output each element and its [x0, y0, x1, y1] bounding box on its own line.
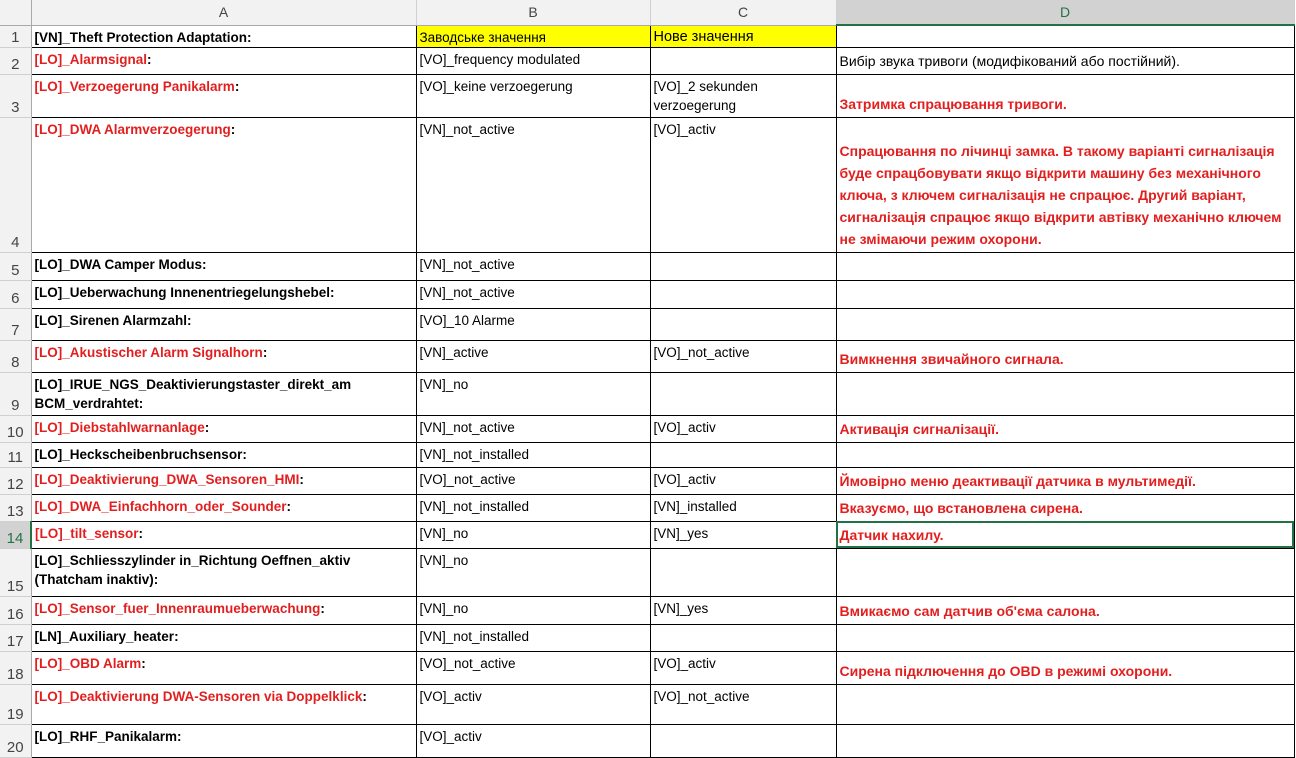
cell-b[interactable]: [VN]_no — [416, 548, 650, 596]
cell-a[interactable] — [31, 308, 416, 340]
cell-b[interactable]: [VO]_activ — [416, 684, 650, 724]
table-row — [0, 47, 1294, 74]
row-header[interactable]: 18 — [0, 651, 31, 684]
cell-a-suffix: : — [234, 78, 240, 94]
row-header[interactable]: 19 — [0, 684, 31, 724]
cell-b[interactable]: [VN]_not_active — [416, 280, 650, 308]
cell-a-suffix: : — [141, 655, 146, 671]
cell-c[interactable] — [650, 624, 836, 651]
cell-a-suffix: : — [153, 571, 159, 587]
cell-a[interactable] — [31, 74, 416, 117]
table-row — [0, 74, 1294, 117]
row-header[interactable]: 17 — [0, 624, 31, 651]
cell-d[interactable] — [836, 372, 1294, 415]
row-header[interactable]: 9 — [0, 372, 31, 415]
table-row — [0, 624, 1294, 651]
cell-b[interactable]: [VO]_activ — [416, 724, 650, 757]
cell-a-prefix: [LO]_ — [35, 525, 71, 541]
row-header[interactable]: 1 — [0, 25, 31, 47]
cell-a-prefix: [LO]_ — [34, 284, 70, 300]
cell-c[interactable]: [VO]_activ — [650, 415, 836, 442]
cell-c[interactable] — [650, 308, 836, 340]
cell-c[interactable] — [650, 548, 836, 596]
cell-a-main: Alarmsignal — [69, 51, 148, 67]
cell-a[interactable] — [31, 521, 416, 548]
column-header-c[interactable]: C — [650, 0, 836, 25]
cell-d[interactable]: Спрацювання по лічинці замка. В такому варіанті сигналізація буде спрацбовувати якщо відкрити машину без механічного ключа, з ключем сигналізація не спрацює. Другий варіант, сигналізація спрацює якщо відкрити автівку механічно ключем не змімаючи режим охорони. — [836, 117, 1294, 252]
table-row — [0, 494, 1294, 521]
cell-a-main: IRUE_NGS_Deaktivierungstaster_direkt_am BCM_verdrahtet — [34, 376, 352, 411]
cell-a-main: Heckscheibenbruchsensor — [69, 446, 243, 462]
cell-a-prefix: [LO]_ — [34, 600, 70, 616]
cell-d[interactable]: Ймовірно меню деактивації датчика в мультимедії. — [836, 467, 1294, 494]
cell-a[interactable] — [31, 624, 416, 651]
cell-a-main: Verzoegerung Panikalarm — [69, 78, 235, 94]
cell-a-main: Diebstahlwarnanlage — [69, 419, 205, 435]
column-header-d[interactable]: D — [836, 0, 1294, 25]
cell-b[interactable]: [VO]_not_active — [416, 467, 650, 494]
cell-a[interactable] — [31, 467, 416, 494]
cell-a-prefix: [LO]_ — [34, 256, 70, 272]
cell-c[interactable]: [VN]_yes — [650, 596, 836, 624]
cell-a-prefix: [LO]_ — [34, 376, 70, 392]
cell-b1[interactable]: Заводське значення — [416, 25, 650, 47]
cell-a-prefix: [LO]_ — [34, 312, 70, 328]
cell-b[interactable]: [VN]_not_installed — [416, 442, 650, 467]
cell-a-main: Akustischer Alarm Signalhorn — [69, 344, 263, 360]
table-row — [0, 684, 1294, 724]
cell-b[interactable]: [VN]_no — [416, 596, 650, 624]
column-header-row — [0, 0, 1294, 25]
cell-a-main: Sirenen Alarmzahl — [69, 312, 188, 328]
cell-d[interactable] — [836, 684, 1294, 724]
cell-d[interactable] — [836, 548, 1294, 596]
cell-a-main: Deaktivierung DWA-Sensoren via Doppelklick — [69, 688, 363, 704]
cell-a-prefix: [LO]_ — [34, 471, 70, 487]
cell-b[interactable]: [VO]_keine verzoegerung — [416, 74, 650, 117]
cell-d[interactable]: Активація сигналізації. — [836, 415, 1294, 442]
cell-d[interactable] — [836, 252, 1294, 280]
row-header[interactable]: 16 — [0, 596, 31, 624]
cell-a[interactable] — [31, 415, 416, 442]
row-header[interactable]: 5 — [0, 252, 31, 280]
row-header[interactable]: 3 — [0, 74, 31, 117]
cell-a-main: DWA Alarmverzoegerung — [69, 121, 231, 137]
cell-c[interactable] — [650, 280, 836, 308]
table-row — [0, 596, 1294, 624]
cell-a[interactable] — [31, 494, 416, 521]
table-row — [0, 415, 1294, 442]
cell-a-main: Schliesszylinder in_Richtung Oeffnen_aktiv (Thatcham inaktiv) — [34, 552, 351, 587]
cell-a-prefix: [LO]_ — [34, 688, 70, 704]
row-header[interactable]: 4 — [0, 117, 31, 252]
cell-a[interactable] — [31, 684, 416, 724]
cell-a[interactable] — [31, 372, 416, 415]
row-header[interactable]: 11 — [0, 442, 31, 467]
cell-a-main: Deaktivierung_DWA_Sensoren_HMI — [69, 471, 300, 487]
table-row — [0, 548, 1294, 596]
cell-a-prefix: [LO]_ — [34, 446, 70, 462]
cell-a1[interactable]: [VN]_Theft Protection Adaptation: — [31, 25, 416, 47]
cell-a-suffix: : — [262, 344, 268, 360]
cell-d[interactable]: Вибір звука тривоги (модифікований або постійний). — [836, 47, 1294, 74]
table-row — [0, 252, 1294, 280]
table-row — [0, 372, 1294, 415]
cell-c[interactable] — [650, 372, 836, 415]
table-row — [0, 117, 1294, 252]
cell-a[interactable] — [31, 47, 416, 74]
cell-c[interactable]: [VO]_activ — [650, 651, 836, 684]
cell-c[interactable]: [VO]_activ — [650, 117, 836, 252]
cell-d[interactable]: Вказуємо, що встановлена сирена. — [836, 494, 1294, 521]
cell-b[interactable]: [VN]_no — [416, 521, 650, 548]
cell-a-prefix: [LO]_ — [34, 552, 70, 568]
row-header[interactable]: 8 — [0, 340, 31, 372]
cell-b[interactable]: [VN]_not_active — [416, 252, 650, 280]
cell-a[interactable] — [31, 724, 416, 757]
row-header[interactable]: 15 — [0, 548, 31, 596]
cell-a-main: Auxiliary_heater — [69, 628, 175, 644]
table-row — [0, 521, 1294, 548]
cell-d[interactable] — [836, 724, 1294, 757]
table-row — [0, 724, 1294, 757]
table-row — [0, 442, 1294, 467]
column-header-b[interactable]: B — [416, 0, 650, 25]
cell-a-main: DWA Camper Modus — [69, 256, 203, 272]
cell-a-prefix: [LO]_ — [34, 498, 70, 514]
cell-a-suffix: : — [177, 728, 182, 744]
cell-a-prefix: [LO]_ — [34, 655, 70, 671]
table-row — [0, 280, 1294, 308]
cell-a-suffix: : — [299, 471, 304, 487]
cell-d[interactable] — [836, 624, 1294, 651]
cell-d[interactable]: Датчик нахилу. — [836, 521, 1294, 548]
cell-b[interactable]: [VO]_frequency modulated — [416, 47, 650, 74]
cell-c[interactable]: [VO]_not_active — [650, 340, 836, 372]
cell-a[interactable] — [31, 252, 416, 280]
cell-a[interactable] — [31, 340, 416, 372]
cell-b[interactable]: [VN]_active — [416, 340, 650, 372]
cell-a-main: tilt_sensor — [70, 525, 139, 541]
cell-a-main: Ueberwachung Innenentriegelungshebel — [69, 284, 331, 300]
cell-b[interactable]: [VO]_not_active — [416, 651, 650, 684]
cell-a[interactable] — [31, 442, 416, 467]
cell-c[interactable]: [VO]_not_active — [650, 684, 836, 724]
cell-c[interactable]: [VN]_yes — [650, 521, 836, 548]
cell-a-suffix: : — [138, 395, 144, 411]
cell-c[interactable]: [VO]_2 sekunden verzoegerung — [650, 74, 836, 117]
cell-a-suffix: : — [242, 446, 247, 462]
cell-d[interactable] — [836, 308, 1294, 340]
table-row — [0, 340, 1294, 372]
row-header[interactable]: 10 — [0, 415, 31, 442]
cell-a-main: DWA_Einfachhorn_oder_Sounder — [69, 498, 287, 514]
table-row — [0, 651, 1294, 684]
cell-a-suffix: : — [230, 121, 236, 137]
cell-b[interactable]: [VN]_not_active — [416, 415, 650, 442]
cell-a-suffix: : — [320, 600, 325, 616]
cell-a-suffix: : — [202, 256, 207, 272]
cell-a-suffix: : — [204, 419, 210, 435]
cell-a-suffix: : — [362, 688, 367, 704]
cell-b[interactable]: [VN]_no — [416, 372, 650, 415]
row-header[interactable]: 14 — [0, 521, 31, 548]
cell-b[interactable]: [VN]_not_installed — [416, 624, 650, 651]
cell-d1[interactable] — [836, 25, 1294, 47]
table-row — [0, 25, 1294, 47]
row-header[interactable]: 2 — [0, 47, 31, 74]
cell-a-main: OBD Alarm — [69, 655, 142, 671]
cell-d[interactable] — [836, 442, 1294, 467]
cell-a-prefix: [LO]_ — [34, 344, 70, 360]
cell-a-suffix: : — [174, 628, 179, 644]
cell-a-prefix: [LO]_ — [34, 78, 70, 94]
cell-a[interactable] — [31, 548, 416, 596]
cell-a-suffix: : — [286, 498, 292, 514]
cell-a-prefix: [LO]_ — [34, 51, 70, 67]
cell-a[interactable] — [31, 117, 416, 252]
row-header[interactable]: 7 — [0, 308, 31, 340]
column-header-a[interactable]: A — [31, 0, 416, 25]
select-all-corner[interactable] — [0, 0, 31, 25]
cell-c[interactable]: [VN]_installed — [650, 494, 836, 521]
cell-a-suffix: : — [147, 51, 152, 67]
cell-a-suffix: : — [187, 312, 192, 328]
cell-a-prefix: [LO]_ — [34, 419, 70, 435]
cell-a[interactable] — [31, 280, 416, 308]
cell-d[interactable]: Вимкнення звичайного сигнала. — [836, 340, 1294, 372]
cell-a-prefix: [LN]_ — [34, 628, 69, 644]
cell-c[interactable] — [650, 47, 836, 74]
cell-d[interactable]: Вмикаємо сам датчив об'єма салона. — [836, 596, 1294, 624]
cell-c[interactable]: [VO]_activ — [650, 467, 836, 494]
row-header[interactable]: 6 — [0, 280, 31, 308]
cell-a[interactable] — [31, 596, 416, 624]
row-header[interactable]: 13 — [0, 494, 31, 521]
cell-c[interactable] — [650, 724, 836, 757]
row-header[interactable]: 20 — [0, 724, 31, 757]
table-row — [0, 308, 1294, 340]
cell-d[interactable]: Сирена підключення до OBD в режимі охорони. — [836, 651, 1294, 684]
cell-a[interactable] — [31, 651, 416, 684]
cell-b[interactable]: [VN]_not_active — [416, 117, 650, 252]
cell-b[interactable]: [VN]_not_installed — [416, 494, 650, 521]
cell-a-main: RHF_Panikalarm — [69, 728, 178, 744]
cell-a-main: Sensor_fuer_Innenraumueberwachung — [69, 600, 321, 616]
cell-d[interactable] — [836, 280, 1294, 308]
cell-a-prefix: [LO]_ — [34, 121, 70, 137]
cell-d[interactable]: Затримка спрацювання тривоги. — [836, 74, 1294, 117]
cell-b[interactable]: [VO]_10 Alarme — [416, 308, 650, 340]
cell-c[interactable] — [650, 442, 836, 467]
table-row — [0, 467, 1294, 494]
cell-c[interactable] — [650, 252, 836, 280]
cell-a-suffix: : — [330, 284, 335, 300]
cell-a-suffix: : — [138, 525, 144, 541]
row-header[interactable]: 12 — [0, 467, 31, 494]
cell-a-prefix: [LO]_ — [34, 728, 70, 744]
cell-c1[interactable]: Нове значення — [650, 25, 836, 47]
